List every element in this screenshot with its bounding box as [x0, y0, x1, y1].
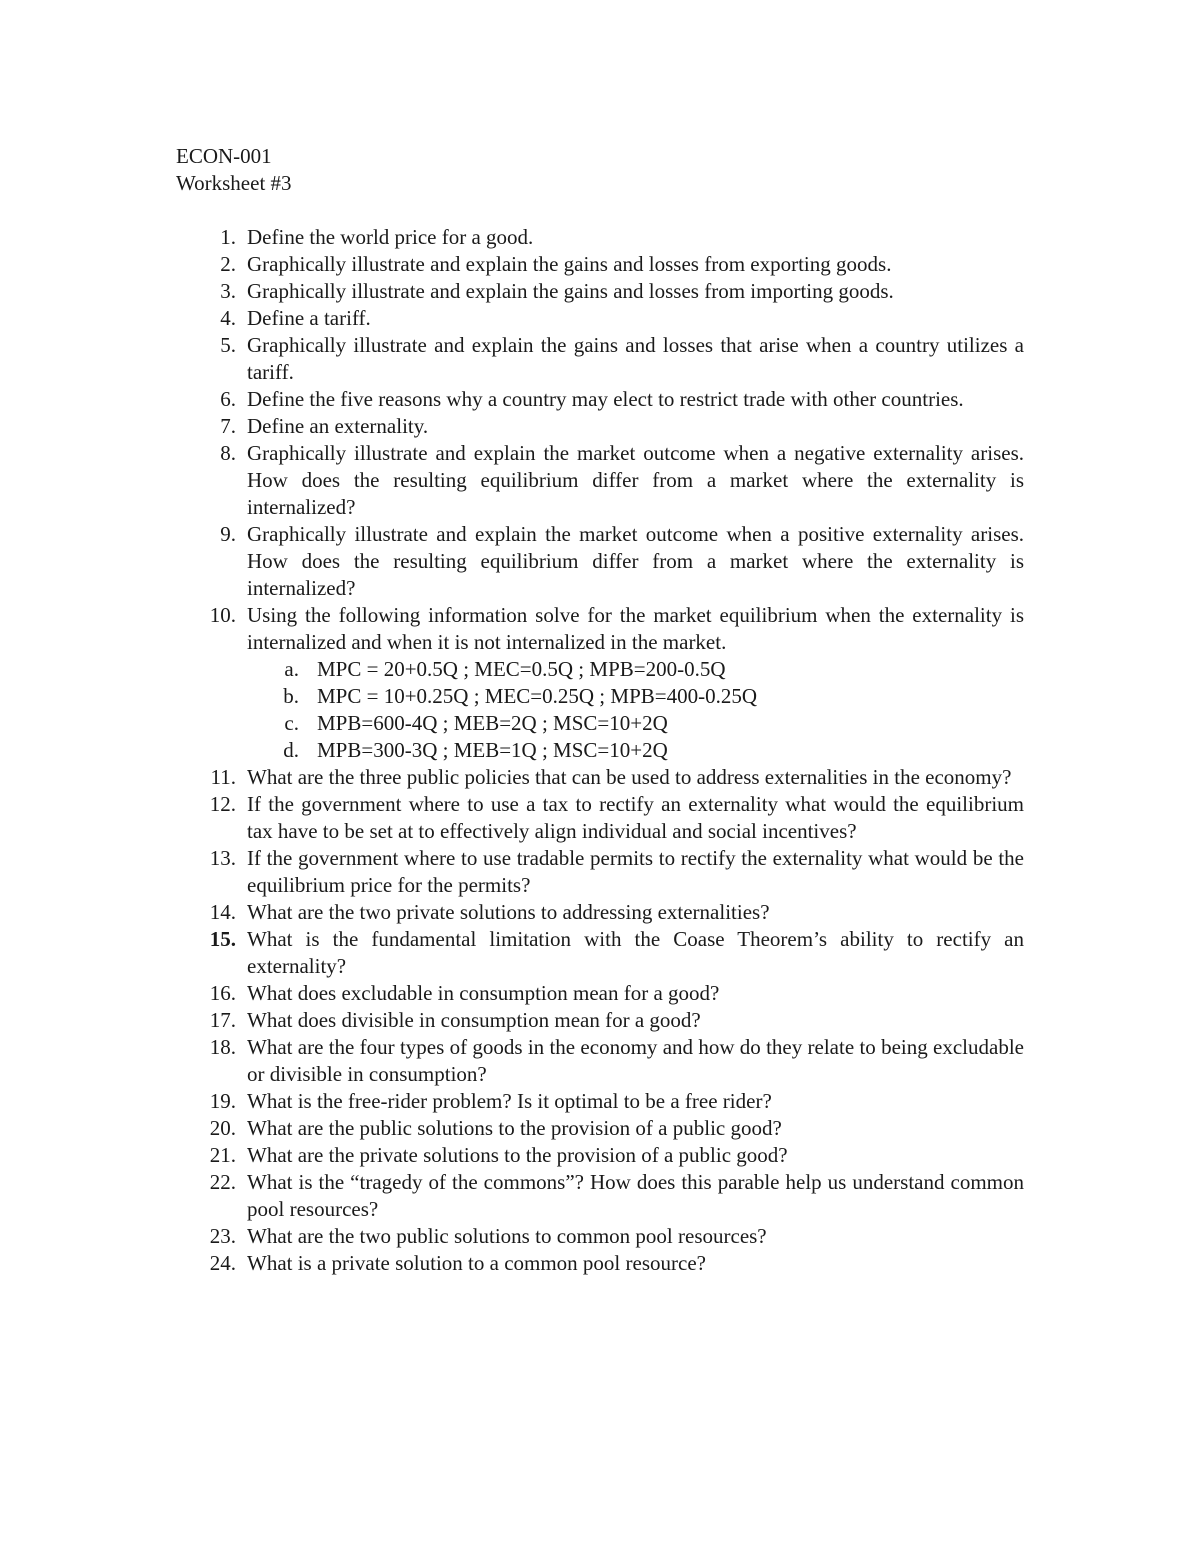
question-text: What is a private solution to a common pool resource? — [247, 1251, 706, 1275]
question-item — [176, 791, 1024, 845]
question-item — [176, 413, 1024, 440]
question-number: 18. — [209, 1035, 236, 1059]
sub-question-text: MPC = 10+0.25Q ; MEC=0.25Q ; MPB=400-0.25Q — [317, 684, 758, 708]
question-number: 16. — [209, 981, 236, 1005]
question-number: 12. — [209, 792, 236, 816]
question-number: 21. — [209, 1143, 236, 1167]
document-header — [176, 143, 292, 197]
question-item — [176, 251, 1024, 278]
question-item — [176, 602, 1024, 764]
question-text: What is the fundamental limitation with the Coase Theorem’s ability to rectify an externality? — [247, 927, 1024, 978]
question-number: 6. — [220, 387, 236, 411]
question-number: 19. — [209, 1089, 236, 1113]
question-number: 24. — [209, 1251, 236, 1275]
sub-question-letter: c. — [284, 711, 299, 735]
question-text: Define the five reasons why a country may elect to restrict trade with other countries. — [247, 387, 964, 411]
sub-question-text: MPB=600-4Q ; MEB=2Q ; MSC=10+2Q — [317, 711, 668, 735]
question-text: What are the private solutions to the provision of a public good? — [247, 1143, 788, 1167]
question-number: 11. — [210, 765, 236, 789]
worksheet-title: Worksheet #3 — [176, 171, 292, 195]
question-text: What are the public solutions to the provision of a public good? — [247, 1116, 782, 1140]
question-text: What are the two public solutions to common pool resources? — [247, 1224, 767, 1248]
question-number: 14. — [209, 900, 236, 924]
question-number: 2. — [220, 252, 236, 276]
question-number: 5. — [220, 333, 236, 357]
question-text: What are the four types of goods in the economy and how do they relate to being excludable or divisible in consumption? — [247, 1035, 1024, 1086]
sub-question-letter: d. — [283, 738, 299, 762]
question-item — [176, 332, 1024, 386]
question-text: What is the “tragedy of the commons”? How does this parable help us understand common pool resources? — [247, 1170, 1024, 1221]
question-item — [176, 980, 1024, 1007]
question-item — [176, 899, 1024, 926]
question-text: Graphically illustrate and explain the gains and losses from importing goods. — [247, 279, 894, 303]
question-number: 17. — [209, 1008, 236, 1032]
question-item — [176, 386, 1024, 413]
question-item — [176, 1088, 1024, 1115]
course-code: ECON-001 — [176, 144, 272, 168]
question-number: 22. — [209, 1170, 236, 1194]
question-text: Graphically illustrate and explain the gains and losses from exporting goods. — [247, 252, 892, 276]
question-item — [176, 1142, 1024, 1169]
question-text: Define a tariff. — [247, 306, 371, 330]
question-item — [176, 305, 1024, 332]
sub-question-letter: b. — [283, 684, 299, 708]
sub-question-item — [247, 656, 1024, 683]
question-number: 1. — [220, 225, 236, 249]
sub-question-list — [247, 656, 1024, 764]
question-number: 15. — [209, 927, 236, 951]
sub-question-item — [247, 737, 1024, 764]
question-text: What is the free-rider problem? Is it optimal to be a free rider? — [247, 1089, 772, 1113]
question-number: 10. — [209, 603, 236, 627]
question-text: Graphically illustrate and explain the market outcome when a negative externality arises. How does the resulting equilibrium differ from a market where the externality is internalized? — [247, 441, 1024, 519]
question-text: If the government where to use a tax to rectify an externality what would the equilibrium tax have to be set at to effectively align individual and social incentives? — [247, 792, 1024, 843]
question-number: 8. — [220, 441, 236, 465]
sub-question-text: MPC = 20+0.5Q ; MEC=0.5Q ; MPB=200-0.5Q — [317, 657, 726, 681]
question-number: 7. — [220, 414, 236, 438]
question-number: 13. — [209, 846, 236, 870]
question-item — [176, 521, 1024, 602]
question-item — [176, 764, 1024, 791]
sub-question-text: MPB=300-3Q ; MEB=1Q ; MSC=10+2Q — [317, 738, 668, 762]
question-number: 4. — [220, 306, 236, 330]
question-item — [176, 278, 1024, 305]
question-text: What does excludable in consumption mean for a good? — [247, 981, 720, 1005]
question-text: Using the following information solve for the market equilibrium when the externality is internalized and when it is not internalized in the market. — [247, 603, 1024, 654]
question-item — [176, 1223, 1024, 1250]
sub-question-letter: a. — [284, 657, 299, 681]
question-item — [176, 224, 1024, 251]
question-item — [176, 440, 1024, 521]
question-item — [176, 1250, 1024, 1277]
sub-question-item — [247, 710, 1024, 737]
question-item — [176, 845, 1024, 899]
question-text: What are the three public policies that can be used to address externalities in the economy? — [247, 765, 1012, 789]
question-text: What does divisible in consumption mean for a good? — [247, 1008, 701, 1032]
question-text: What are the two private solutions to addressing externalities? — [247, 900, 770, 924]
question-text: If the government where to use tradable permits to rectify the externality what would be the equilibrium price for the permits? — [247, 846, 1024, 897]
question-item — [176, 1034, 1024, 1088]
question-text: Define the world price for a good. — [247, 225, 534, 249]
question-number: 9. — [220, 522, 236, 546]
question-list — [176, 224, 1024, 1277]
question-number: 20. — [209, 1116, 236, 1140]
question-text: Graphically illustrate and explain the market outcome when a positive externality arises. How does the resulting equilibrium differ from a market where the externality is internalized? — [247, 522, 1024, 600]
question-item — [176, 926, 1024, 980]
question-item — [176, 1115, 1024, 1142]
question-item — [176, 1169, 1024, 1223]
question-number: 3. — [220, 279, 236, 303]
question-text: Define an externality. — [247, 414, 429, 438]
sub-question-item — [247, 683, 1024, 710]
question-text: Graphically illustrate and explain the gains and losses that arise when a country utilizes a tariff. — [247, 333, 1024, 384]
question-number: 23. — [209, 1224, 236, 1248]
question-item — [176, 1007, 1024, 1034]
